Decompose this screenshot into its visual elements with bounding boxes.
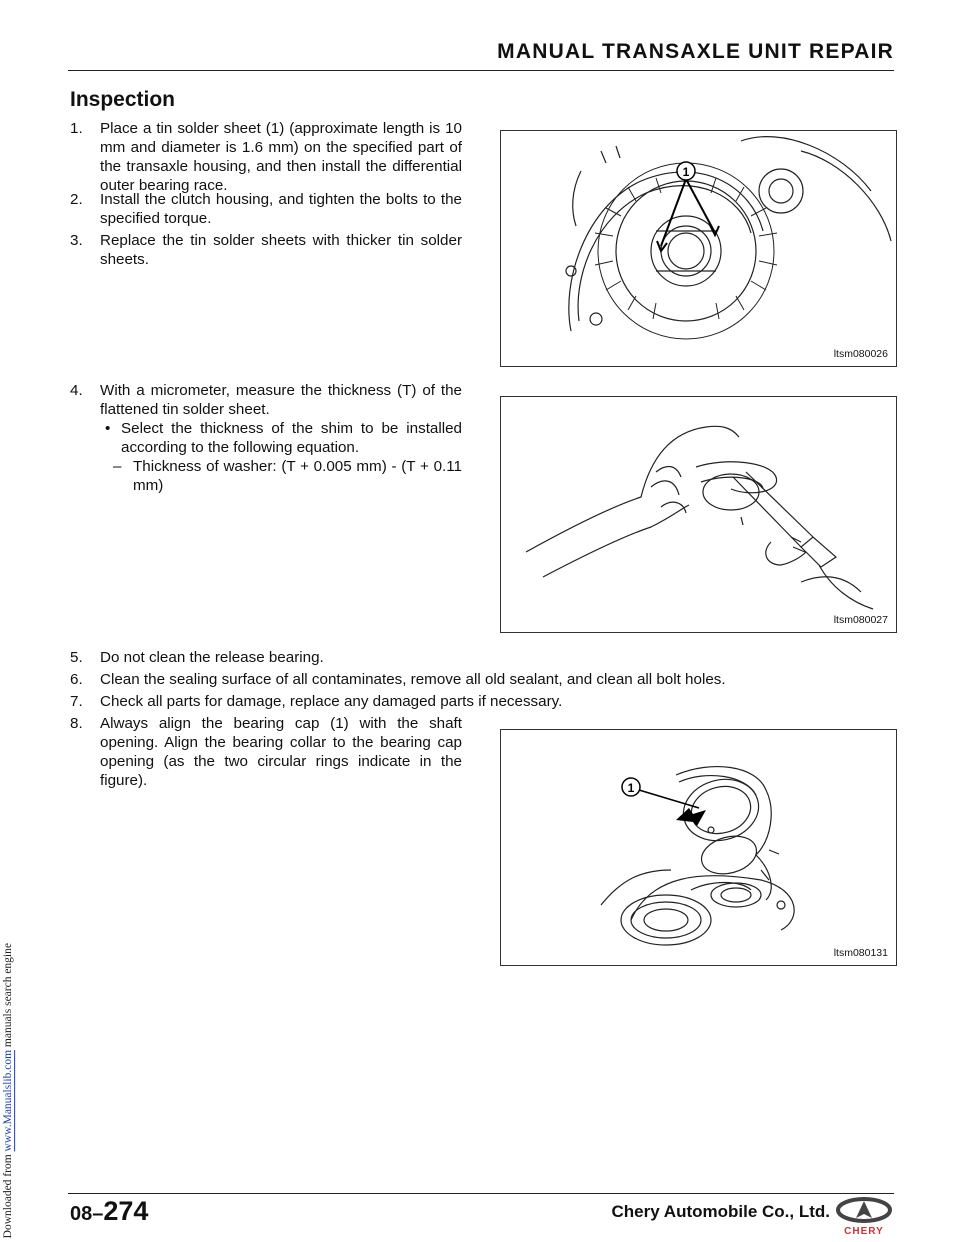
step-text: Clean the sealing surface of all contaminates, remove all old sealant, and clean all bolt holes. [100, 671, 726, 688]
step-3 [70, 231, 462, 269]
bullet-marker: • [105, 420, 111, 437]
step-2 [70, 190, 462, 228]
figure-label: ltsm080131 [833, 947, 888, 959]
step-number: 1. [70, 120, 83, 137]
dash-text: Thickness of washer: (T + 0.005 mm) - (T + 0.11 mm) [133, 458, 462, 494]
step-text: Install the clutch housing, and tighten the bolts to the specified torque. [100, 191, 462, 227]
micrometer-illustration [501, 397, 896, 632]
step-7 [70, 692, 900, 711]
figure-clutch-housing [500, 130, 897, 367]
step-1 [70, 119, 462, 195]
logo-text: CHERY [844, 1226, 884, 1236]
step-number: 2. [70, 191, 83, 208]
step-5 [70, 648, 900, 667]
figure-micrometer [500, 396, 897, 633]
page-header-title: MANUAL TRANSAXLE UNIT REPAIR [497, 40, 894, 63]
company-name: Chery Automobile Co., Ltd. [611, 1202, 830, 1221]
step-number: 4. [70, 382, 83, 399]
step-text: Replace the tin solder sheets with thicker tin solder sheets. [100, 232, 462, 268]
bullet-text: Select the thickness of the shim to be installed according to the following equation. [121, 420, 462, 456]
step-number: 5. [70, 649, 83, 666]
step-6 [70, 670, 900, 689]
step-4-bullet [105, 419, 462, 457]
step-text: Do not clean the release bearing. [100, 649, 324, 666]
download-banner [2, 0, 16, 1242]
page-number [70, 1196, 148, 1227]
download-banner-text: Downloaded from www.Manualslib.com manuals search engine [2, 942, 14, 1238]
step-number: 6. [70, 671, 83, 688]
figure-label: ltsm080027 [833, 614, 888, 626]
step-4 [70, 381, 462, 419]
figure-bearing-cap [500, 729, 897, 966]
step-text: Check all parts for damage, replace any damaged parts if necessary. [100, 693, 563, 710]
manualslib-link[interactable]: www.Manualslib.com [2, 1049, 14, 1152]
figure-callout-1: 1 [682, 165, 690, 179]
step-4-dash [113, 457, 462, 495]
page-number-value: 274 [103, 1196, 149, 1226]
footer-divider [68, 1193, 894, 1194]
chery-logo [834, 1196, 894, 1241]
step-text: With a micrometer, measure the thickness (T) of the flattened tin solder sheet. [100, 382, 462, 418]
clutch-housing-illustration [501, 131, 896, 366]
dash-marker: – [113, 458, 122, 475]
figure-label: ltsm080026 [833, 348, 888, 360]
figure-callout-1: 1 [627, 781, 635, 795]
section-title: Inspection [70, 88, 176, 111]
step-number: 3. [70, 232, 83, 249]
header-divider [68, 70, 894, 71]
bearing-cap-illustration [501, 730, 896, 965]
step-text: Place a tin solder sheet (1) (approximate length is 10 mm and diameter is 1.6 mm) on the specified part of the transaxle housing, and then install the differential outer bearing race. [100, 120, 462, 194]
step-text: Always align the bearing cap (1) with the shaft opening. Align the bearing collar to the bearing cap opening (as the two circular rings indicate in the figure). [100, 715, 462, 789]
step-number: 8. [70, 715, 83, 732]
page-section-prefix: 08– [70, 1203, 104, 1225]
step-number: 7. [70, 693, 83, 710]
step-8 [70, 714, 462, 790]
